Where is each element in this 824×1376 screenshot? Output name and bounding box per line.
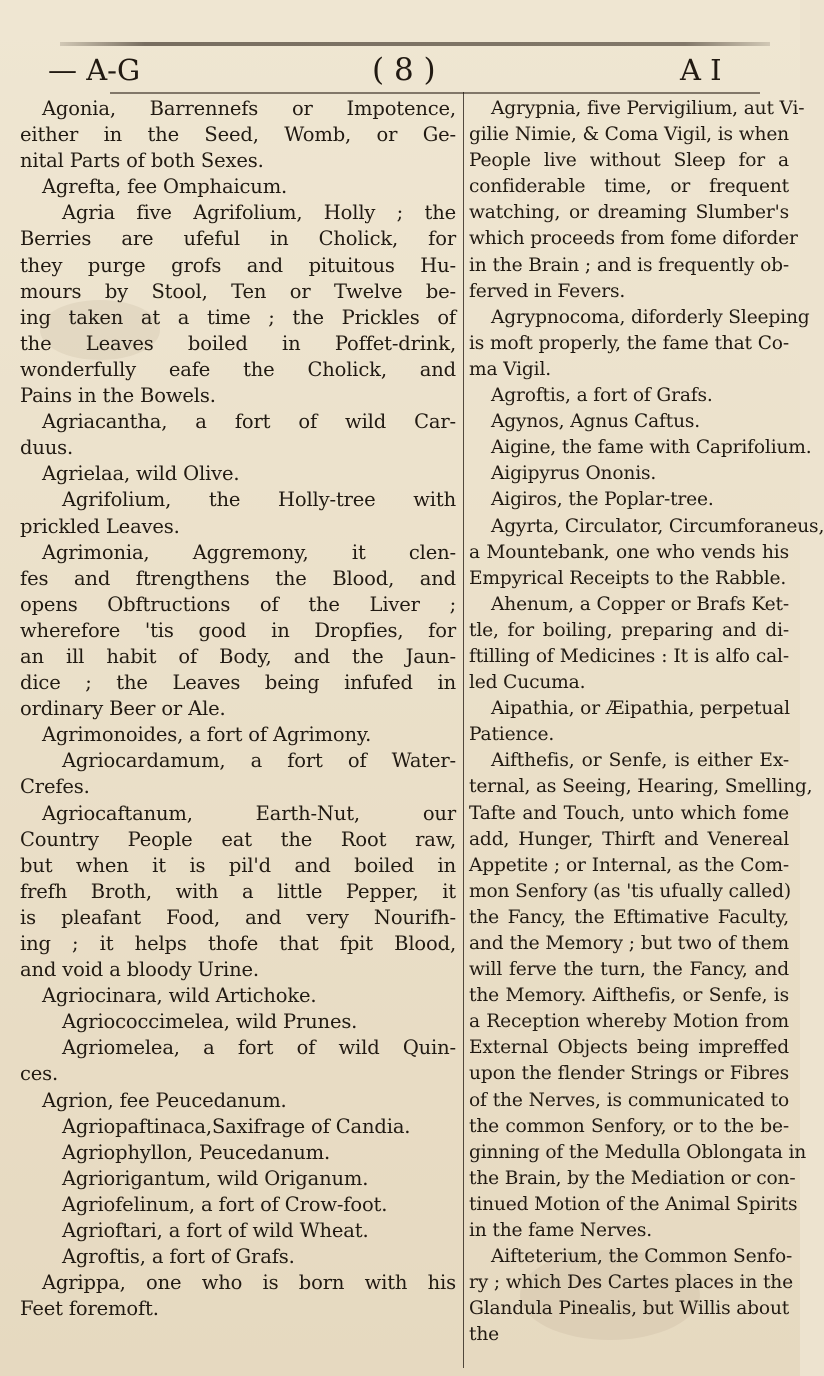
text-line: led Cucuma. xyxy=(469,672,586,694)
page-number: ( 8 ) xyxy=(372,52,436,88)
text-line: mours by Stool, Ten or Twelve be- xyxy=(20,279,456,303)
text-line: Agrimonoides, a fort of Agrimony. xyxy=(42,723,372,747)
text-line: add, Hunger, Thirft and Venereal xyxy=(469,828,789,850)
text-line: Agonia, Barrennefs or Impotence, xyxy=(42,97,456,120)
text-line: Agyrta, Circulator, Circumforaneus, xyxy=(491,515,824,537)
right-column xyxy=(469,96,824,1366)
text-line: either in the Seed, Womb, or Ge- xyxy=(20,123,456,147)
text-line: and the Memory ; but two of them xyxy=(469,933,789,954)
text-line: ginning of the Medulla Oblongata in xyxy=(469,1141,807,1163)
text-line: Agrypnia, five Pervigilium, aut Vi- xyxy=(491,98,805,119)
text-line: dice ; the Leaves being infufed in xyxy=(20,671,456,695)
text-line: upon the flender Strings or Fibres xyxy=(469,1063,789,1085)
text-line: Glandula Pinealis, but Willis about xyxy=(469,1298,790,1320)
text-line: Agynos, Agnus Caftus. xyxy=(491,411,701,433)
text-line: but when it is pil'd and boiled in xyxy=(20,853,456,877)
column-divider xyxy=(463,92,464,1368)
text-line: Agriocinara, wild Artichoke. xyxy=(42,984,317,1008)
text-line: is pleafant Food, and very Nourifh- xyxy=(20,905,456,929)
text-line: of the Nerves, is communicated to xyxy=(469,1089,789,1111)
text-line: Feet foremoft. xyxy=(20,1297,159,1321)
text-line: ftilling of Medicines : It is alfo cal- xyxy=(469,645,789,667)
header-right-guide-word: A I xyxy=(680,53,722,87)
text-line: a Reception whereby Motion from xyxy=(469,1011,789,1033)
text-line: Aigine, the fame with Caprifolium. xyxy=(491,437,812,459)
text-line: the Brain, by the Mediation or con- xyxy=(469,1167,796,1189)
running-header xyxy=(0,50,800,90)
text-line: tle, for boiling, preparing and di- xyxy=(469,619,789,641)
text-line: ing ; it helps thofe that fpit Blood, xyxy=(20,932,456,955)
text-line: in the fame Nerves. xyxy=(469,1220,652,1242)
text-line: they purge grofs and pituitous Hu- xyxy=(20,253,456,277)
header-left-guide-word: — A-G xyxy=(48,53,141,87)
text-line: Crefes. xyxy=(20,775,90,799)
text-line: Agriacantha, a fort of wild Car- xyxy=(42,410,456,434)
text-line: Agriophyllon, Peucedanum. xyxy=(62,1140,331,1164)
text-line: Agrefta, fee Omphaicum. xyxy=(42,175,288,199)
text-line: fes and ftrengthens the Blood, and xyxy=(20,566,456,590)
text-line: Agrippa, one who is born with his xyxy=(42,1271,456,1295)
text-line: Agrifolium, the Holly-tree with xyxy=(62,488,456,512)
text-line: Agriomelea, a fort of wild Quin- xyxy=(62,1036,456,1060)
text-line: Aipathia, or Æipathia, perpetual xyxy=(491,698,790,720)
header-rule xyxy=(110,92,760,94)
text-line: tinued Motion of the Animal Spirits xyxy=(469,1193,798,1215)
text-line: ces. xyxy=(20,1062,59,1086)
text-line: Ahenum, a Copper or Brafs Ket- xyxy=(491,593,789,615)
text-line: which proceeds from fome diforder xyxy=(469,228,798,250)
text-line: Pains in the Bowels. xyxy=(20,384,216,408)
text-line: Agroftis, a fort of Grafs. xyxy=(62,1245,295,1269)
text-line: nital Parts of both Sexes. xyxy=(20,149,264,173)
text-line: Agriorigantum, wild Origanum. xyxy=(62,1166,369,1190)
text-line: will ferve the turn, the Fancy, and xyxy=(469,959,789,981)
text-line: gilie Nimie, & Coma Vigil, is when xyxy=(469,124,789,146)
text-line: ternal, as Seeing, Hearing, Smelling, xyxy=(469,776,813,798)
text-line: the Leaves boiled in Poffet-drink, xyxy=(20,331,456,355)
text-line: Agriococcimelea, wild Prunes. xyxy=(62,1010,358,1034)
text-line: Agrion, fee Peucedanum. xyxy=(42,1088,287,1112)
text-line: duus. xyxy=(20,436,74,460)
text-line: Agria five Agrifolium, Holly ; the xyxy=(62,201,456,225)
text-line: Patience. xyxy=(469,724,555,746)
text-line: wherefore 'tis good in Dropfies, for xyxy=(20,618,456,642)
text-line: watching, or dreaming Slumber's xyxy=(469,202,789,224)
text-line: People live without Sleep for a xyxy=(469,150,789,172)
left-column xyxy=(20,96,456,1366)
text-line: Agrielaa, wild Olive. xyxy=(42,462,240,486)
text-line: and void a bloody Urine. xyxy=(20,958,259,982)
text-line: Appetite ; or Internal, as the Com- xyxy=(469,854,789,876)
text-line: ry ; which Des Cartes places in the xyxy=(469,1272,793,1294)
text-line: confiderable time, or frequent xyxy=(469,176,789,198)
text-line: Agrimonia, Aggremony, it clen- xyxy=(42,540,456,564)
text-line: Agroftis, a fort of Grafs. xyxy=(491,385,713,407)
text-line: frefh Broth, with a little Pepper, it xyxy=(20,879,456,903)
text-line: ma Vigil. xyxy=(469,358,552,380)
text-line: Agriocaftanum, Earth-Nut, our xyxy=(42,801,456,825)
text-line: Aifteterium, the Common Senfo- xyxy=(491,1246,793,1268)
text-line: Berries are ufeful in Cholick, for xyxy=(20,227,456,251)
text-line: Agriopaftinaca,Saxifrage of Candia. xyxy=(62,1114,411,1138)
text-line: wonderfully eafe the Cholick, and xyxy=(20,357,456,381)
text-line: in the Brain ; and is frequently ob- xyxy=(469,254,789,276)
text-line: the xyxy=(469,1324,500,1346)
text-line: Aifthefis, or Senfe, is either Ex- xyxy=(491,750,789,772)
text-line: Agriofelinum, a fort of Crow-foot. xyxy=(62,1192,388,1216)
text-line: the common Senfory, or to the be- xyxy=(469,1115,789,1137)
text-line: Agrypnocoma, diforderly Sleeping xyxy=(491,306,810,328)
text-line: ing taken at a time ; the Prickles of xyxy=(20,305,456,329)
text-line: ordinary Beer or Ale. xyxy=(20,697,226,721)
text-line: is moft properly, the fame that Co- xyxy=(469,332,789,354)
text-line: the Fancy, the Eftimative Faculty, xyxy=(469,906,789,928)
top-border-rule xyxy=(60,42,770,46)
text-line: Empyrical Receipts to the Rabble. xyxy=(469,567,787,589)
text-line: Tafte and Touch, unto which fome xyxy=(469,802,789,824)
text-line: Agrioftari, a fort of wild Wheat. xyxy=(62,1219,369,1243)
text-line: mon Senfory (as 'tis ufually called) xyxy=(469,880,791,902)
text-line: ferved in Fevers. xyxy=(469,280,626,302)
text-line: Country People eat the Root raw, xyxy=(20,827,456,851)
text-line: prickled Leaves. xyxy=(20,514,180,538)
text-line: Agriocardamum, a fort of Water- xyxy=(62,749,456,773)
text-line: an ill habit of Body, and the Jaun- xyxy=(20,644,456,668)
text-line: opens Obftructions of the Liver ; xyxy=(20,592,456,616)
text-line: Aigipyrus Ononis. xyxy=(491,463,657,485)
text-line: the Memory. Aifthefis, or Senfe, is xyxy=(469,985,789,1007)
text-line: a Mountebank, one who vends his xyxy=(469,541,789,563)
text-line: External Objects being impreffed xyxy=(469,1037,789,1059)
text-line: Aigiros, the Poplar-tree. xyxy=(491,489,714,511)
